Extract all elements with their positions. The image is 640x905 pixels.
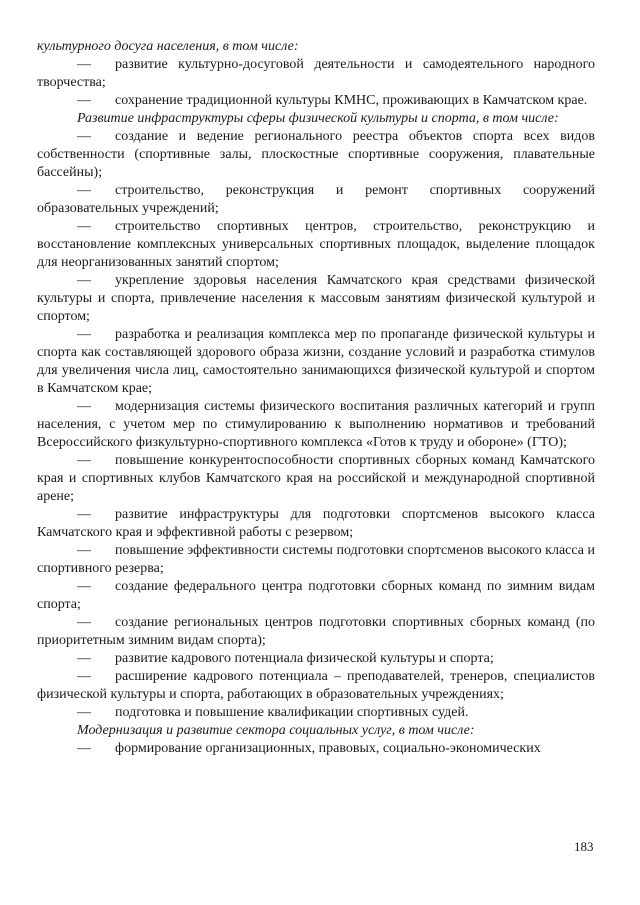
dash-bullet: — [77, 615, 91, 630]
list-item-text: модернизация системы физического воспитания различных категорий и групп населения, с учетом мер по стимулированию к выполнению нормативов и требований Всероссийского физкультурно-спортивного комплекса «Готов к труду и обороне» (ГТО); [37, 399, 595, 450]
heading-text: культурного досуга населения, в том числе: [37, 39, 299, 54]
list-item [37, 128, 595, 182]
dash-bullet: — [77, 705, 91, 720]
dash-bullet: — [77, 741, 91, 756]
document-page [37, 38, 595, 758]
list-item [37, 614, 595, 650]
list-item-text: повышение конкурентоспособности спортивных сборных команд Камчатского края и спортивных клубов Камчатского края на российской и международной спортивной арене; [37, 453, 595, 504]
list-item-text: создание и ведение регионального реестра объектов спорта всех видов собственности (спортивные залы, плоскостные спортивные сооружения, плавательные бассейны); [37, 129, 595, 180]
list-item [37, 398, 595, 452]
list-item [37, 650, 595, 668]
list-item-text: создание федерального центра подготовки сборных команд по зимним видам спорта; [37, 579, 595, 612]
dash-bullet: — [77, 57, 91, 72]
list-item-text: создание региональных центров подготовки спортивных сборных команд (по приоритетным зимним видам спорта); [37, 615, 595, 648]
list-item [37, 452, 595, 506]
dash-bullet: — [77, 651, 91, 666]
dash-bullet: — [77, 273, 91, 288]
dash-bullet: — [77, 507, 91, 522]
dash-bullet: — [77, 543, 91, 558]
section-heading [37, 38, 595, 56]
list-item [37, 326, 595, 398]
list-item-text: сохранение традиционной культуры КМНС, проживающих в Камчатском крае. [115, 93, 588, 108]
list-item-text: развитие кадрового потенциала физической культуры и спорта; [115, 651, 494, 666]
list-item-text: повышение эффективности системы подготовки спортсменов высокого класса и спортивного резерва; [37, 543, 595, 576]
list-item-text: развитие инфраструктуры для подготовки спортсменов высокого класса Камчатского края и эффективной работы с резервом; [37, 507, 595, 540]
heading-text: Модернизация и развитие сектора социальных услуг, в том числе: [77, 723, 475, 738]
list-item-text: формирование организационных, правовых, социально-экономических [115, 741, 541, 756]
list-item [37, 272, 595, 326]
list-item [37, 740, 595, 758]
dash-bullet: — [77, 183, 91, 198]
list-item [37, 704, 595, 722]
list-item-text: расширение кадрового потенциала – преподавателей, тренеров, специалистов физической культуры и спорта, работающих в образовательных учреждениях; [37, 669, 595, 702]
dash-bullet: — [77, 219, 91, 234]
dash-bullet: — [77, 129, 91, 144]
dash-bullet: — [77, 579, 91, 594]
list-item [37, 506, 595, 542]
dash-bullet: — [77, 327, 91, 342]
list-item-text: развитие культурно-досуговой деятельности и самодеятельного народного творчества; [37, 57, 595, 90]
dash-bullet: — [77, 669, 91, 684]
list-item-text: подготовка и повышение квалификации спортивных судей. [115, 705, 469, 720]
list-item [37, 218, 595, 272]
list-item [37, 668, 595, 704]
dash-bullet: — [77, 93, 91, 108]
list-item-text: строительство, реконструкция и ремонт спортивных сооружений образовательных учреждений; [37, 183, 595, 216]
list-item-text: строительство спортивных центров, строительство, реконструкцию и восстановление комплексных универсальных спортивных площадок, выделение площадок для неорганизованных занятий спортом; [37, 219, 595, 270]
list-item [37, 182, 595, 218]
page-number: 183 [574, 839, 594, 854]
section-heading [37, 110, 595, 128]
heading-text: Развитие инфраструктуры сферы физической культуры и спорта, в том числе: [77, 111, 559, 126]
list-item [37, 92, 595, 110]
section-heading [37, 722, 595, 740]
list-item-text: укрепление здоровья населения Камчатского края средствами физической культуры и спорта, привлечение населения к массовым занятиям физической культурой и спортом; [37, 273, 595, 324]
list-item [37, 578, 595, 614]
list-item-text: разработка и реализация комплекса мер по пропаганде физической культуры и спорта как составляющей здорового образа жизни, создание условий и разработка стимулов для увеличения числа лиц, самостоятельно занимающихся физической культурой и спортом в Камчатском крае; [37, 327, 595, 396]
list-item [37, 542, 595, 578]
dash-bullet: — [77, 399, 91, 414]
list-item [37, 56, 595, 92]
dash-bullet: — [77, 453, 91, 468]
